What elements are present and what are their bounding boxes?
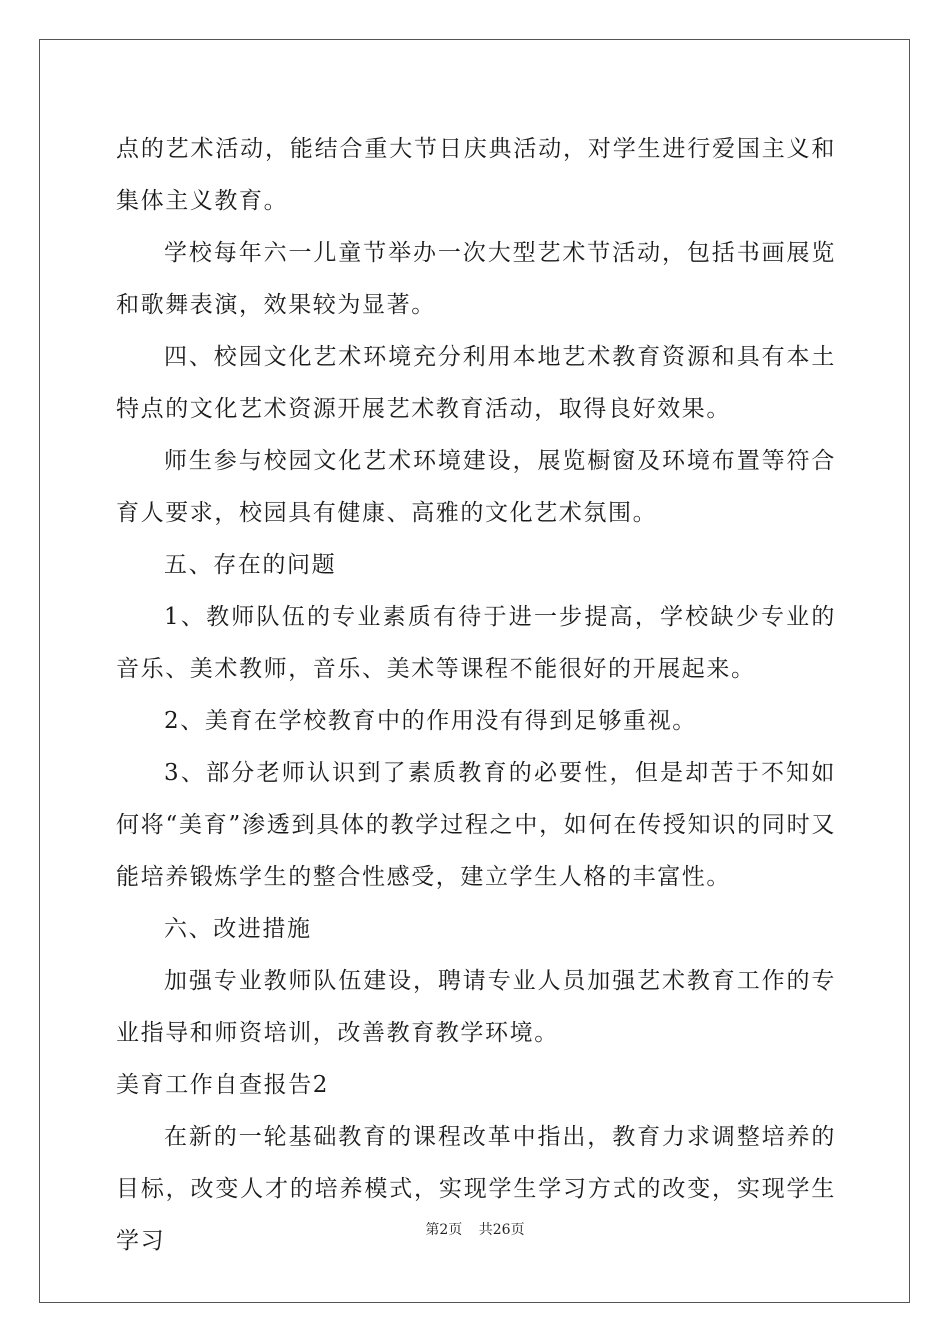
page-footer — [0, 1219, 950, 1239]
paragraph-problem-2: 2、美育在学校教育中的作用没有得到足够重视。 — [164, 708, 697, 734]
page-total: 共26页 — [478, 1222, 525, 1238]
paragraph-report-intro: 在新的一轮基础教育的课程改革中指出，教育力求调整培养的目标，改变人才的培养模式，实现学生学习方式的改变，实现学生学习 — [116, 1124, 836, 1254]
document-body — [116, 123, 836, 1267]
paragraph-3: 四、校园文化艺术环境充分利用本地艺术教育资源和具有本土特点的文化艺术资源开展艺术教育活动，取得良好效果。 — [116, 344, 836, 422]
report-title: 美育工作自查报告2 — [116, 1072, 330, 1098]
section-heading-measures: 六、改进措施 — [164, 916, 312, 942]
paragraph-2: 学校每年六一儿童节举办一次大型艺术节活动，包括书画展览和歌舞表演，效果较为显著。 — [116, 240, 836, 318]
paragraph-1: 点的艺术活动，能结合重大节日庆典活动，对学生进行爱国主义和集体主义教育。 — [116, 136, 836, 214]
paragraph-measures: 加强专业教师队伍建设，聘请专业人员加强艺术教育工作的专业指导和师资培训，改善教育教学环境。 — [116, 968, 836, 1046]
paragraph-problem-1: 1、教师队伍的专业素质有待于进一步提高，学校缺少专业的音乐、美术教师，音乐、美术等课程不能很好的开展起来。 — [116, 604, 836, 682]
paragraph-4: 师生参与校园文化艺术环境建设，展览橱窗及环境布置等符合育人要求，校园具有健康、高雅的文化艺术氛围。 — [116, 448, 836, 526]
section-heading-problems: 五、存在的问题 — [164, 552, 337, 578]
paragraph-problem-3: 3、部分老师认识到了素质教育的必要性，但是却苦于不知如何将“美育”渗透到具体的教学过程之中，如何在传授知识的同时又能培养锻炼学生的整合性感受，建立学生人格的丰富性。 — [116, 760, 836, 890]
page-number: 第2页 — [425, 1222, 463, 1238]
